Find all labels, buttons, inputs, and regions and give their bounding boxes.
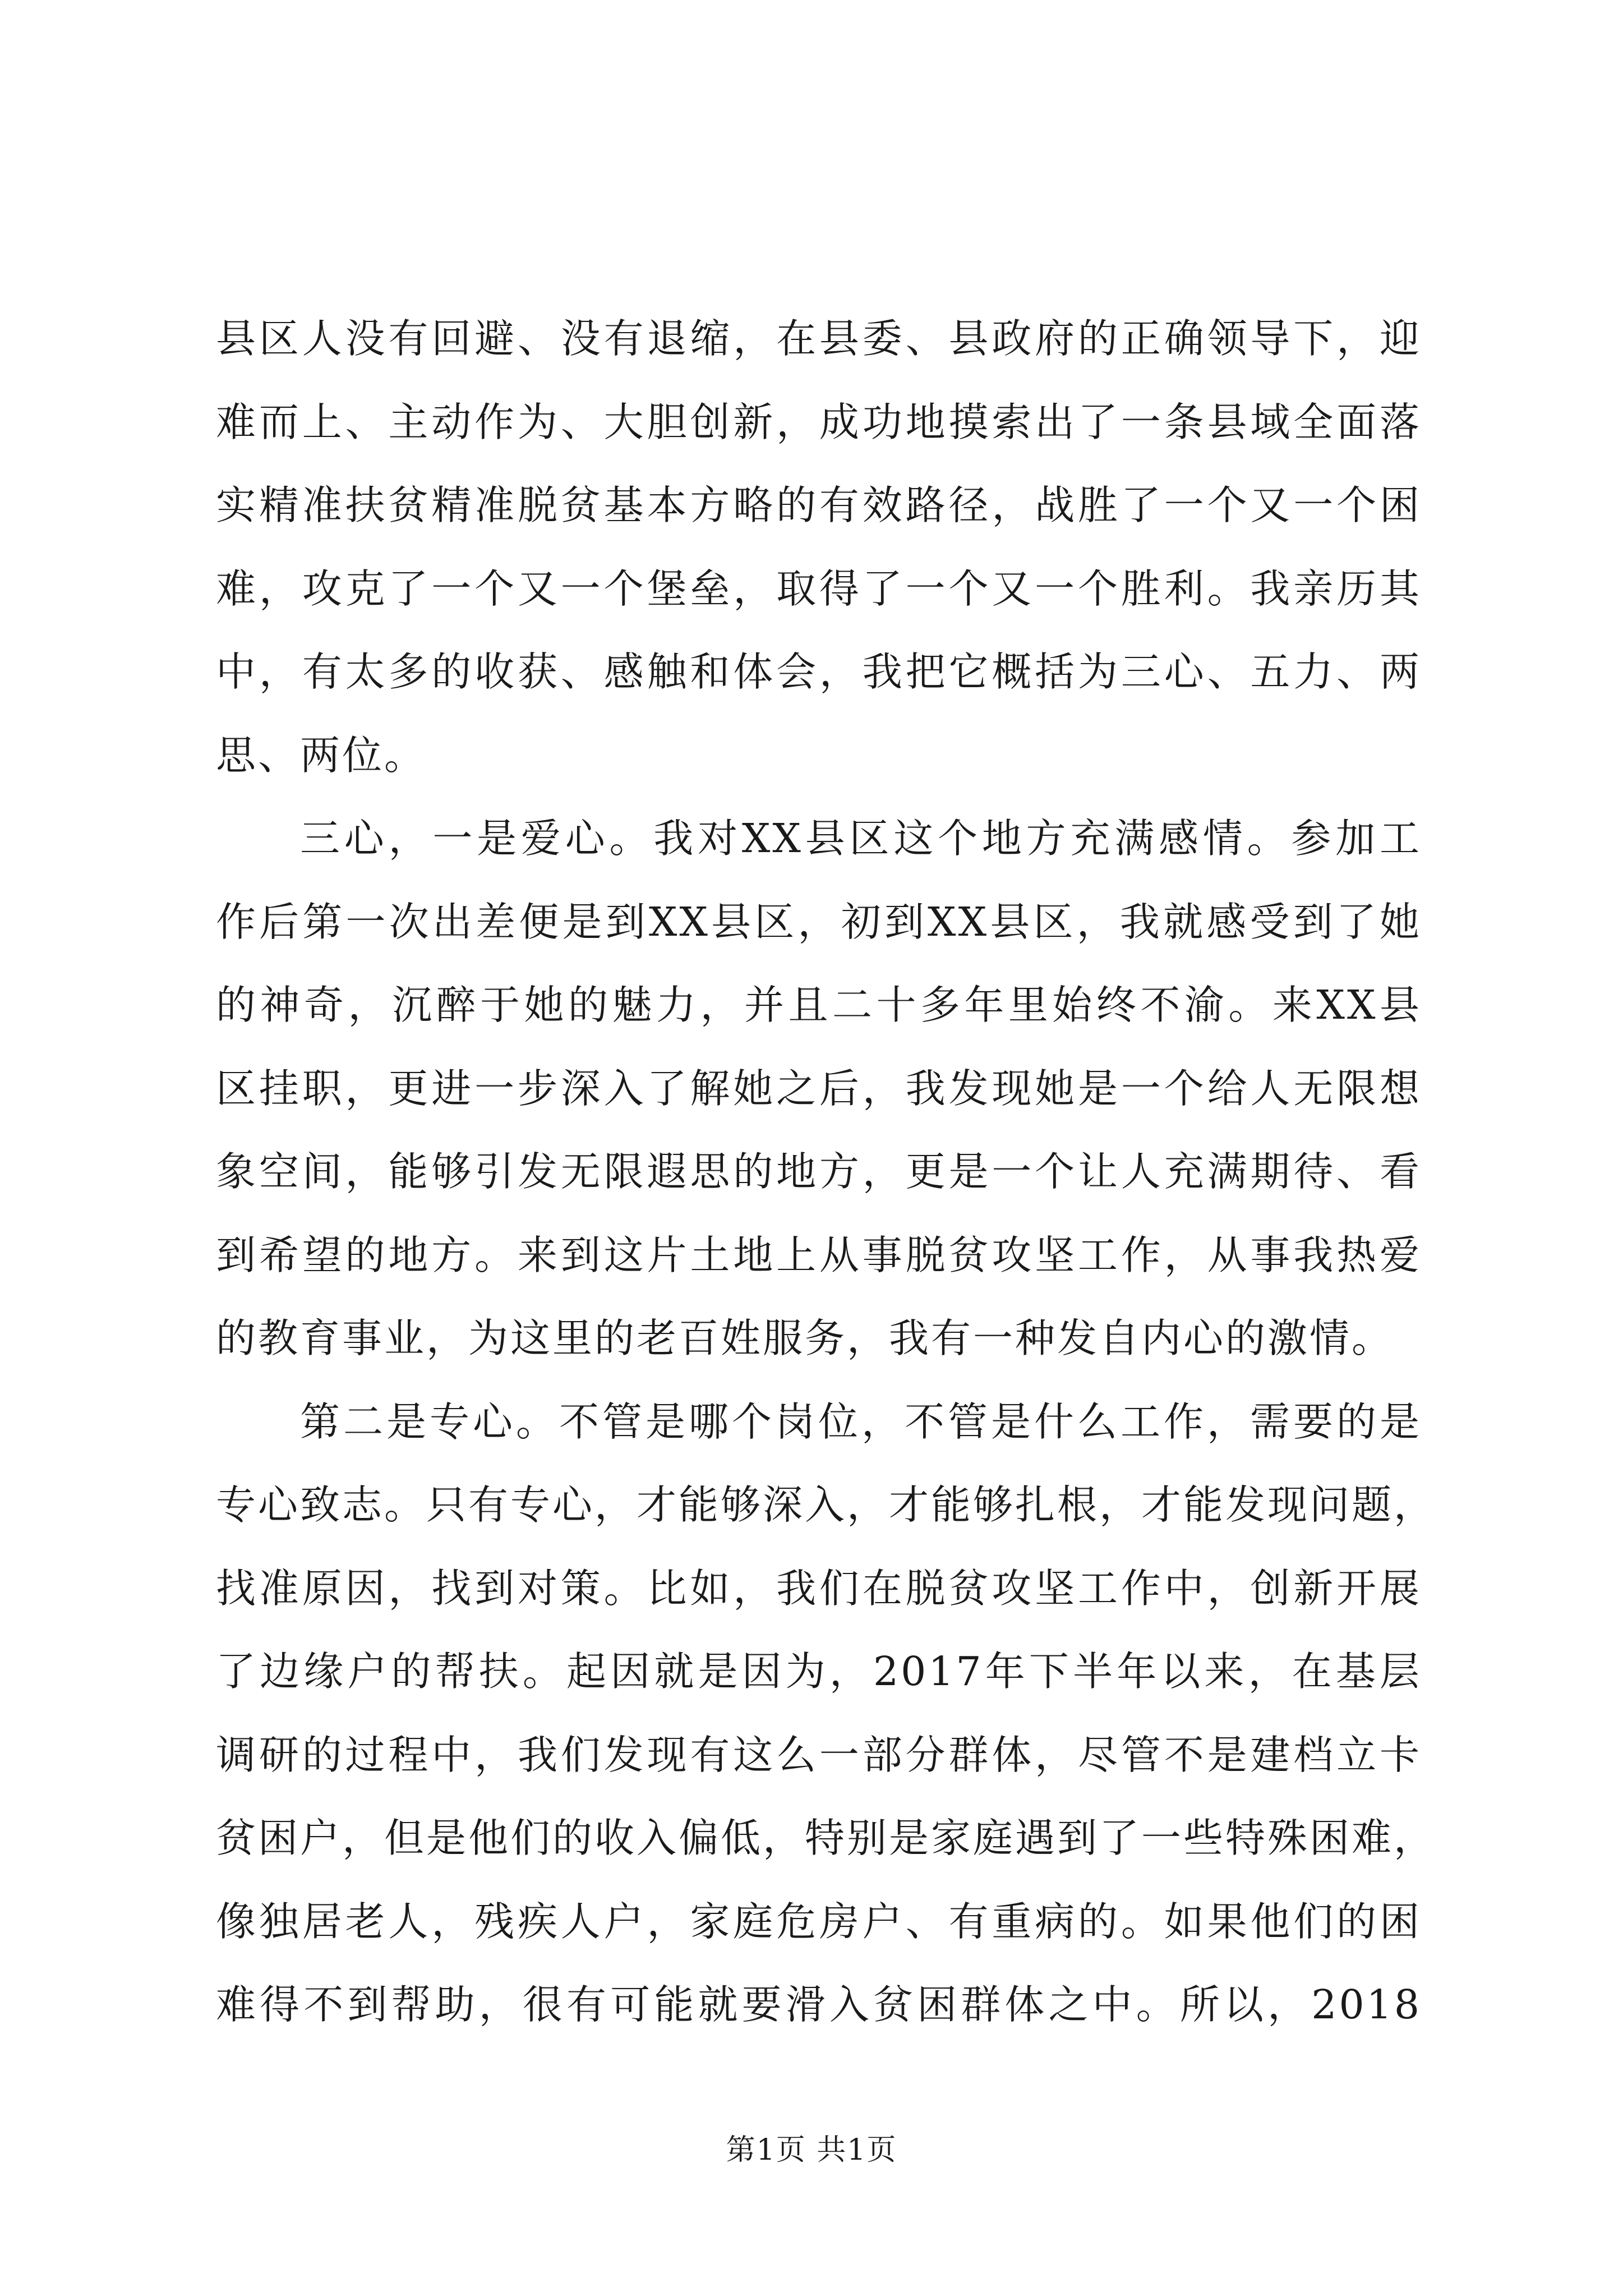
text-line: 的教育事业，为这里的老百姓服务，我有一种发自内心的激情。	[216, 1315, 1394, 1361]
text-line: 县区人没有回避、没有退缩，在县委、县政府的正确领导下，迎	[216, 315, 1422, 362]
text-line: 调研的过程中，我们发现有这么一部分群体，尽管不是建档立卡	[216, 1731, 1422, 1778]
text-line: 找准原因，找到对策。比如，我们在脱贫攻坚工作中，创新开展	[216, 1565, 1422, 1612]
text-line: 了边缘户的帮扶。起因就是因为，2017年下半年以来，在基层	[216, 1648, 1422, 1695]
text-line: 区挂职，更进一步深入了解她之后，我发现她是一个给人无限想	[216, 1065, 1422, 1112]
text-line: 难而上、主动作为、大胆创新，成功地摸索出了一条县域全面落	[216, 398, 1422, 445]
text-line: 实精准扶贫精准脱贫基本方略的有效路径，战胜了一个又一个困	[216, 482, 1422, 528]
text-line: 贫困户，但是他们的收入偏低，特别是家庭遇到了一些特殊困难，	[216, 1815, 1436, 1861]
text-line: 中，有太多的收获、感触和体会，我把它概括为三心、五力、两	[216, 648, 1422, 695]
text-line: 的神奇，沉醉于她的魅力，并且二十多年里始终不渝。来XX县	[216, 982, 1422, 1028]
page-footer: 第1页 共1页	[726, 2133, 897, 2167]
text-line: 难得不到帮助，很有可能就要滑入贫困群体之中。所以，2018	[216, 1981, 1422, 2028]
text-line: 专心致志。只有专心，才能够深入，才能够扎根，才能发现问题，	[216, 1481, 1436, 1528]
text-line: 思、两位。	[216, 731, 427, 779]
text-line: 作后第一次出差便是到XX县区，初到XX县区，我就感受到了她	[216, 898, 1422, 945]
document-body	[216, 297, 1436, 2047]
text-line: 难，攻克了一个又一个堡垒，取得了一个又一个胜利。我亲历其	[216, 565, 1422, 612]
text-line: 像独居老人，残疾人户，家庭危房户、有重病的。如果他们的困	[216, 1898, 1422, 1945]
text-line: 象空间，能够引发无限遐思的地方，更是一个让人充满期待、看	[216, 1148, 1422, 1195]
paragraph-first-line: 第二是专心。不管是哪个岗位，不管是什么工作，需要的是	[300, 1398, 1422, 1445]
text-line: 到希望的地方。来到这片土地上从事脱贫攻坚工作，从事我热爱	[216, 1231, 1422, 1278]
paragraph-first-line: 三心，一是爱心。我对XX县区这个地方充满感情。参加工	[300, 815, 1422, 862]
